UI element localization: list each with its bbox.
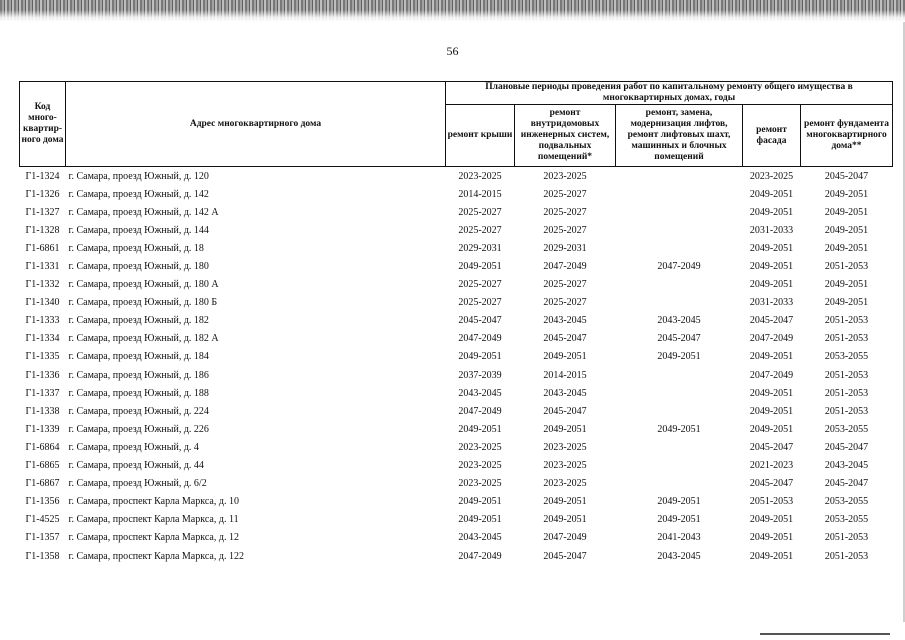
row-roof: 2023-2025 — [458, 170, 502, 182]
row-facade: 2049-2051 — [749, 188, 794, 200]
row-foundation: 2051-2053 — [824, 405, 869, 417]
row-systems: 2025-2027 — [543, 188, 587, 200]
header-roof: ремонт крыши — [446, 105, 515, 167]
row-roof: 2047-2049 — [458, 550, 502, 562]
row-facade: 2045-2047 — [749, 441, 794, 453]
row-facade: 2049-2051 — [749, 405, 794, 417]
row-systems: 2014-2015 — [543, 369, 587, 381]
row-facade: 2049-2051 — [749, 387, 794, 399]
table-row — [20, 475, 893, 493]
row-elevators — [616, 402, 743, 420]
row-facade: 2049-2051 — [749, 423, 794, 435]
row-address: г. Самара, проезд Южный, д. 120 — [68, 170, 209, 182]
row-foundation: 2051-2053 — [824, 387, 869, 399]
row-foundation: 2045-2047 — [824, 478, 869, 490]
row-foundation: 2053-2055 — [824, 496, 869, 508]
row-roof: 2047-2049 — [458, 333, 502, 345]
row-address: г. Самара, проезд Южный, д. 180 — [68, 261, 209, 273]
row-address: г. Самара, проезд Южный, д. 142 А — [68, 206, 219, 218]
row-code: Г1-1356 — [25, 496, 60, 508]
table-row — [20, 547, 893, 565]
table-row — [20, 167, 893, 186]
row-foundation: 2051-2053 — [824, 261, 869, 273]
row-elevators — [616, 221, 743, 239]
row-facade: 2021-2023 — [749, 460, 794, 472]
row-foundation: 2049-2051 — [824, 224, 869, 236]
row-foundation: 2045-2047 — [824, 170, 869, 182]
table-row — [20, 438, 893, 456]
row-roof: 2043-2045 — [458, 387, 502, 399]
row-code: Г1-1337 — [25, 387, 60, 399]
row-facade: 2047-2049 — [749, 369, 794, 381]
row-elevators: 2043-2045 — [657, 315, 701, 327]
row-address: г. Самара, проезд Южный, д. 186 — [68, 369, 209, 381]
table-row — [20, 348, 893, 366]
table-row — [20, 239, 893, 257]
row-systems: 2045-2047 — [543, 333, 587, 345]
row-roof: 2049-2051 — [458, 423, 502, 435]
row-code: Г1-1340 — [25, 297, 60, 309]
row-address: г. Самара, проспект Карла Маркса, д. 10 — [68, 496, 239, 508]
row-code: Г1-1333 — [25, 315, 60, 327]
row-roof: 2043-2045 — [458, 532, 502, 544]
row-facade: 2051-2053 — [749, 496, 794, 508]
row-code: Г1-1327 — [25, 206, 60, 218]
row-code: Г1-4525 — [25, 514, 60, 526]
row-systems: 2025-2027 — [543, 279, 587, 291]
row-elevators — [616, 203, 743, 221]
header-systems: ремонт внутридомовых инженерных систем, подвальных помещений* — [515, 105, 616, 167]
table-row — [20, 221, 893, 239]
row-address: г. Самара, проезд Южный, д. 180 Б — [68, 297, 218, 309]
row-facade: 2031-2033 — [749, 224, 794, 236]
row-code: Г1-6861 — [25, 242, 60, 254]
row-facade: 2049-2051 — [749, 532, 794, 544]
row-address: г. Самара, проезд Южный, д. 226 — [68, 423, 209, 435]
row-address: г. Самара, проезд Южный, д. 182 — [68, 315, 209, 327]
row-systems: 2043-2045 — [543, 315, 587, 327]
scan-edge-artifact — [0, 0, 905, 22]
table-row — [20, 402, 893, 420]
table-row — [20, 384, 893, 402]
row-elevators: 2041-2043 — [657, 532, 701, 544]
table-body — [20, 167, 893, 566]
row-elevators: 2049-2051 — [657, 351, 701, 363]
row-roof: 2049-2051 — [458, 496, 502, 508]
row-foundation: 2049-2051 — [824, 206, 869, 218]
row-code: Г1-1328 — [25, 224, 60, 236]
row-roof: 2023-2025 — [458, 478, 502, 490]
row-foundation: 2051-2053 — [824, 550, 869, 562]
row-systems: 2049-2051 — [543, 351, 587, 363]
row-elevators — [616, 438, 743, 456]
row-address: г. Самара, проспект Карла Маркса, д. 12 — [68, 532, 239, 544]
row-roof: 2037-2039 — [458, 369, 502, 381]
row-address: г. Самара, проезд Южный, д. 6/2 — [68, 478, 207, 490]
row-systems: 2023-2025 — [543, 170, 587, 182]
table-row — [20, 185, 893, 203]
row-systems: 2023-2025 — [543, 460, 587, 472]
row-code: Г1-1335 — [25, 351, 60, 363]
row-roof: 2025-2027 — [458, 224, 502, 236]
row-address: г. Самара, проезд Южный, д. 188 — [68, 387, 209, 399]
row-elevators: 2045-2047 — [657, 333, 701, 345]
table-row — [20, 493, 893, 511]
row-code: Г1-1339 — [25, 423, 60, 435]
row-elevators — [616, 185, 743, 203]
header-elevators: ремонт, замена, модернизация лифтов, ремонт лифтовых шахт, машинных и блочных помещений — [616, 105, 743, 167]
row-facade: 2047-2049 — [749, 333, 794, 345]
row-roof: 2029-2031 — [458, 242, 502, 254]
row-address: г. Самара, проезд Южный, д. 44 — [68, 460, 204, 472]
row-roof: 2049-2051 — [458, 351, 502, 363]
row-address: г. Самара, проспект Карла Маркса, д. 11 — [68, 514, 239, 526]
row-elevators — [616, 276, 743, 294]
row-foundation: 2049-2051 — [824, 279, 869, 291]
row-systems: 2049-2051 — [543, 496, 587, 508]
row-foundation: 2049-2051 — [824, 297, 869, 309]
table-row — [20, 276, 893, 294]
row-address: г. Самара, проезд Южный, д. 224 — [68, 405, 209, 417]
row-elevators — [616, 457, 743, 475]
row-address: г. Самара, проезд Южный, д. 144 — [68, 224, 209, 236]
row-code: Г1-6867 — [25, 478, 60, 490]
row-foundation: 2049-2051 — [824, 242, 869, 254]
row-elevators — [616, 294, 743, 312]
table-row — [20, 420, 893, 438]
row-code: Г1-1326 — [25, 188, 60, 200]
row-systems: 2023-2025 — [543, 478, 587, 490]
row-address: г. Самара, проспект Карла Маркса, д. 122 — [68, 550, 244, 562]
row-roof: 2047-2049 — [458, 405, 502, 417]
capital-repair-schedule-table — [19, 81, 893, 565]
table-row — [20, 312, 893, 330]
header-address: Адрес многоквартирного дома — [66, 82, 446, 167]
row-code: Г1-1358 — [25, 550, 60, 562]
row-foundation: 2053-2055 — [824, 423, 869, 435]
row-elevators — [616, 366, 743, 384]
row-foundation: 2051-2053 — [824, 369, 869, 381]
header-code: Код много-квартир-ного дома — [20, 82, 66, 167]
row-code: Г1-1334 — [25, 333, 60, 345]
row-facade: 2023-2025 — [749, 170, 794, 182]
row-systems: 2049-2051 — [543, 514, 587, 526]
row-code: Г1-1324 — [25, 170, 60, 182]
row-foundation: 2043-2045 — [824, 460, 869, 472]
row-facade: 2049-2051 — [749, 261, 794, 273]
row-systems: 2025-2027 — [543, 297, 587, 309]
row-code: Г1-1331 — [25, 261, 60, 273]
row-systems: 2045-2047 — [543, 405, 587, 417]
row-roof: 2023-2025 — [458, 460, 502, 472]
row-elevators — [616, 475, 743, 493]
row-facade: 2049-2051 — [749, 550, 794, 562]
row-systems: 2049-2051 — [543, 423, 587, 435]
row-roof: 2049-2051 — [458, 261, 502, 273]
row-roof: 2025-2027 — [458, 279, 502, 291]
row-foundation: 2051-2053 — [824, 315, 869, 327]
row-foundation: 2051-2053 — [824, 532, 869, 544]
row-elevators: 2049-2051 — [657, 496, 701, 508]
row-elevators: 2049-2051 — [657, 514, 701, 526]
table-row — [20, 257, 893, 275]
page-number: 56 — [446, 44, 459, 58]
row-address: г. Самара, проезд Южный, д. 18 — [68, 242, 204, 254]
table-row — [20, 330, 893, 348]
row-address: г. Самара, проезд Южный, д. 142 — [68, 188, 209, 200]
row-facade: 2049-2051 — [749, 351, 794, 363]
row-facade: 2031-2033 — [749, 297, 794, 309]
row-systems: 2047-2049 — [543, 532, 587, 544]
row-facade: 2049-2051 — [749, 206, 794, 218]
row-facade: 2049-2051 — [749, 514, 794, 526]
row-foundation: 2049-2051 — [824, 188, 869, 200]
row-roof: 2023-2025 — [458, 441, 502, 453]
row-systems: 2025-2027 — [543, 206, 587, 218]
row-systems: 2023-2025 — [543, 441, 587, 453]
table-row — [20, 294, 893, 312]
row-foundation: 2045-2047 — [824, 441, 869, 453]
row-elevators — [616, 239, 743, 257]
row-code: Г1-1336 — [25, 369, 60, 381]
table-row — [20, 529, 893, 547]
header-foundation: ремонт фундамента многоквартирного дома** — [801, 105, 893, 167]
row-elevators: 2047-2049 — [657, 261, 701, 273]
row-foundation: 2053-2055 — [824, 514, 869, 526]
row-foundation: 2053-2055 — [824, 351, 869, 363]
header-facade: ремонт фасада — [743, 105, 801, 167]
row-code: Г1-1357 — [25, 532, 60, 544]
row-roof: 2045-2047 — [458, 315, 502, 327]
row-code: Г1-6865 — [25, 460, 60, 472]
row-systems: 2029-2031 — [543, 242, 587, 254]
row-address: г. Самара, проезд Южный, д. 184 — [68, 351, 209, 363]
row-facade: 2049-2051 — [749, 242, 794, 254]
row-facade: 2045-2047 — [749, 478, 794, 490]
table-row — [20, 457, 893, 475]
row-facade: 2045-2047 — [749, 315, 794, 327]
row-systems: 2025-2027 — [543, 224, 587, 236]
row-elevators — [616, 384, 743, 402]
row-elevators: 2049-2051 — [657, 423, 701, 435]
row-roof: 2014-2015 — [458, 188, 502, 200]
row-code: Г1-1338 — [25, 405, 60, 417]
row-elevators: 2043-2045 — [657, 550, 701, 562]
row-foundation: 2051-2053 — [824, 333, 869, 345]
row-address: г. Самара, проезд Южный, д. 182 А — [68, 333, 219, 345]
row-code: Г1-6864 — [25, 441, 60, 453]
table-row — [20, 203, 893, 221]
row-address: г. Самара, проезд Южный, д. 4 — [68, 441, 199, 453]
row-elevators — [616, 167, 743, 186]
table-row — [20, 511, 893, 529]
row-facade: 2049-2051 — [749, 279, 794, 291]
row-systems: 2047-2049 — [543, 261, 587, 273]
row-address: г. Самара, проезд Южный, д. 180 А — [68, 279, 219, 291]
scan-edge-bottom — [760, 633, 890, 635]
row-roof: 2049-2051 — [458, 514, 502, 526]
row-roof: 2025-2027 — [458, 297, 502, 309]
row-systems: 2043-2045 — [543, 387, 587, 399]
header-planned-periods: Плановые периоды проведения работ по капитальному ремонту общего имущества в многоквартирных домах, годы — [446, 82, 893, 105]
row-code: Г1-1332 — [25, 279, 60, 291]
row-roof: 2025-2027 — [458, 206, 502, 218]
table-row — [20, 366, 893, 384]
row-systems: 2045-2047 — [543, 550, 587, 562]
